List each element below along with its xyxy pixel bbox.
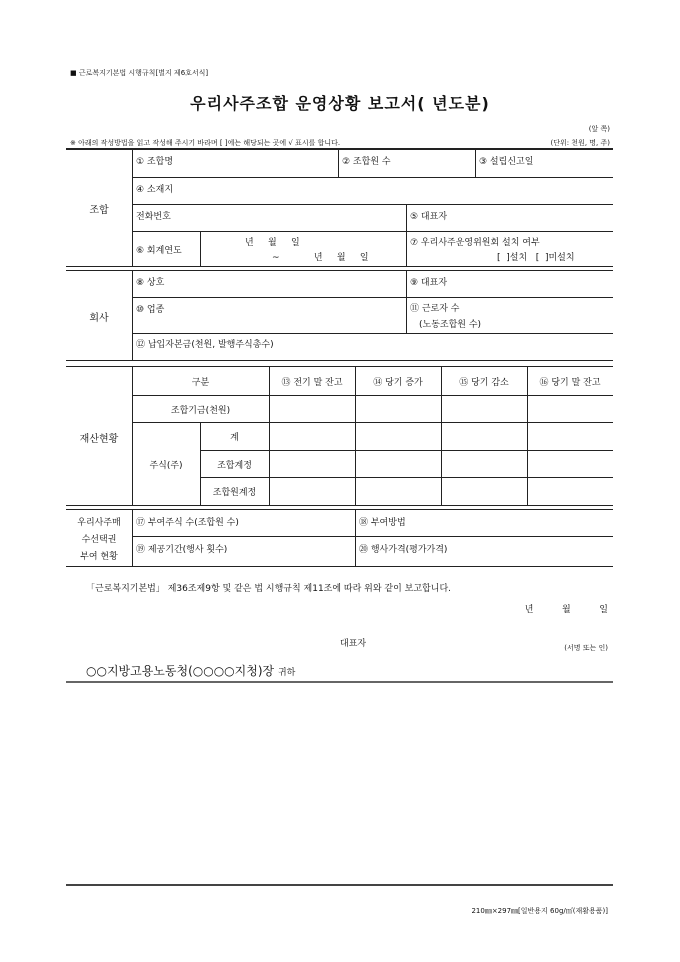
footer-top-rule (66, 681, 613, 683)
divider (66, 266, 613, 267)
committee-checkboxes[interactable]: [ ]설치 [ ]미설치 (497, 253, 575, 263)
divider (406, 204, 407, 266)
divider (338, 150, 339, 177)
options-label-line3: 부여 현황 (80, 552, 118, 562)
recipient-suffix: 귀하 (277, 668, 296, 678)
divider (132, 297, 613, 298)
divider (132, 536, 613, 537)
divider (406, 270, 407, 333)
paper-spec: 210㎜×297㎜[일반용지 60g/㎡(재활용품)] (471, 907, 608, 915)
page-side-label: (앞 쪽) (588, 125, 610, 133)
company-industry-field[interactable]: ⑩ 업종 (136, 305, 165, 315)
col-current-balance: ⑯ 당기 말 잔고 (539, 378, 601, 388)
company-section-label: 회사 (89, 313, 109, 324)
form-reference: ■ 근로복지기본법 시행규칙[별지 제6호서식] (70, 69, 209, 77)
sign-note: (서명 또는 인) (564, 644, 608, 652)
divider (132, 333, 613, 334)
union-name-field[interactable]: ① 조합명 (136, 157, 174, 167)
union-members-field[interactable]: ② 조합원 수 (342, 157, 391, 167)
options-period-field[interactable]: ⑲ 제공기간(행사 횟수) (136, 545, 228, 555)
company-left-divider (132, 270, 133, 360)
bottom-rule (66, 884, 613, 886)
divider (66, 360, 613, 361)
company-trade-name-field[interactable]: ⑧ 상호 (136, 278, 165, 288)
row-stock: 주식(주) (149, 461, 183, 471)
options-label-line1: 우리사주매 (77, 518, 121, 528)
options-granted-field[interactable]: ⑰ 부여주식 수(조합원 수) (136, 518, 239, 528)
company-workers-sub: (노동조합원 수) (419, 320, 482, 330)
col-category: 구분 (191, 378, 210, 388)
unit-note: (단위: 천원, 명, 주) (550, 139, 610, 147)
union-left-divider (132, 150, 133, 266)
page-title: 우리사주조합 운영상황 보고서( 년도분) (190, 94, 490, 113)
instruction-note: ※ 아래의 작성방법을 읽고 작성해 주시기 바라며 [ ]에는 해당되는 곳에 √ 표시를 합니다. (70, 139, 341, 147)
divider (66, 505, 613, 506)
divider (200, 231, 201, 266)
divider (200, 477, 613, 478)
divider (200, 450, 613, 451)
committee-question: ⑦ 우리사주운영위원회 설치 여부 (410, 238, 540, 248)
row-stock-union: 조합계정 (217, 461, 252, 471)
divider (132, 395, 613, 396)
union-address-field[interactable]: ④ 소재지 (136, 185, 174, 195)
options-method-field[interactable]: ⑱ 부여방법 (359, 518, 406, 528)
divider (132, 231, 613, 232)
col-prev-balance: ⑬ 전기 말 잔고 (281, 378, 343, 388)
divider (66, 566, 613, 567)
union-established-field[interactable]: ③ 설립신고일 (479, 157, 534, 167)
union-fiscal-year-to[interactable]: ~ 년 월 일 (272, 253, 369, 263)
divider (132, 177, 613, 178)
assets-section-label: 재산현황 (79, 434, 119, 445)
col-decrease: ⑮ 당기 감소 (459, 378, 509, 388)
company-representative-field[interactable]: ⑨ 대표자 (410, 278, 448, 288)
row-stock-total: 계 (230, 433, 239, 443)
company-capital-field[interactable]: ⑫ 납입자본금(천원, 발행주식총수) (136, 340, 274, 350)
options-price-field[interactable]: ⑳ 행사가격(평가가격) (359, 545, 448, 555)
row-fund: 조합기금(천원) (170, 406, 231, 416)
signer-label: 대표자 (340, 639, 367, 649)
recipient-office: ○○지방고용노동청(○○○○지청)장 (86, 664, 275, 678)
recipient (86, 662, 295, 679)
options-label-line2: 수선택권 (81, 535, 117, 545)
union-representative-field[interactable]: ⑤ 대표자 (410, 212, 448, 222)
divider (132, 422, 613, 423)
divider (66, 366, 613, 367)
union-fiscal-year-from[interactable]: 년 월 일 (245, 238, 300, 248)
col-increase: ⑭ 당기 증가 (373, 378, 423, 388)
union-section-label: 조합 (89, 205, 109, 216)
report-date[interactable]: 년 월 일 (524, 605, 608, 615)
divider (475, 150, 476, 177)
divider (66, 270, 613, 271)
divider (132, 509, 133, 566)
union-phone-field[interactable]: 전화번호 (136, 212, 171, 222)
divider (66, 509, 613, 510)
row-stock-member: 조합원계정 (212, 488, 257, 498)
union-fiscal-year-label: ⑥ 회계연도 (136, 246, 182, 256)
divider (132, 204, 613, 205)
report-statement: 「근로복지기본법」 제36조제9항 및 같은 법 시행규칙 제11조에 따라 위와 같이 보고합니다. (86, 584, 452, 594)
company-workers-field[interactable]: ⑪ 근로자 수 (410, 304, 460, 314)
divider (355, 509, 356, 566)
top-border (66, 148, 613, 150)
